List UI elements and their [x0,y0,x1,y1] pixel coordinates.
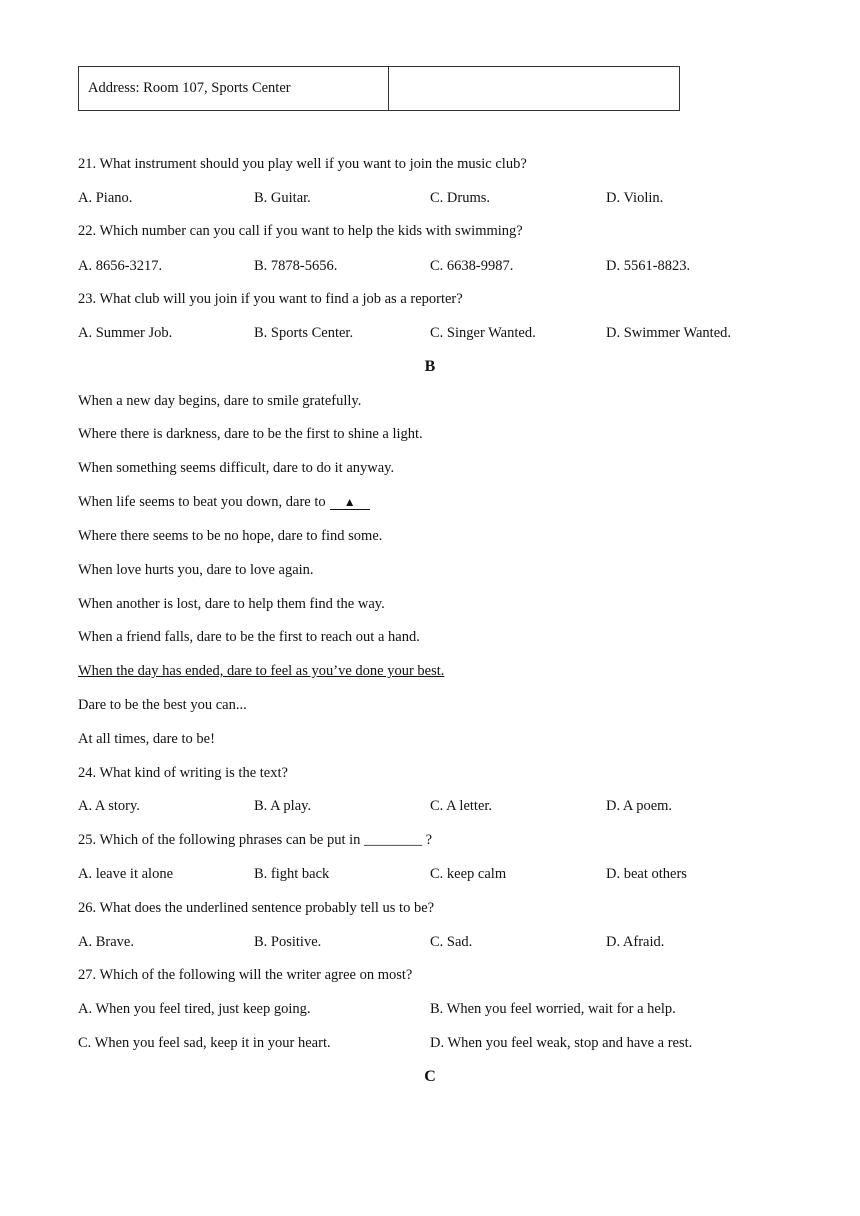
question-21: 21. What instrument should you play well if you want to join the music club? [78,156,527,172]
section-c-heading: C [424,1068,436,1085]
poem-line-9-underlined: When the day has ended, dare to feel as you’ve done your best. [78,663,445,679]
q27-option-d: D. When you feel weak, stop and have a rest. [430,1035,693,1051]
poem-line-8: When a friend falls, dare to be the first to reach out a hand. [78,629,420,645]
q23-option-c: C. Singer Wanted. [430,325,536,341]
poem-line-3: When something seems difficult, dare to do it anyway. [78,460,395,476]
poem-line-4-text: When life seems to beat you down, dare to [78,494,326,510]
q21-option-c: C. Drums. [430,190,491,206]
q25-option-d: D. beat others [606,866,687,882]
q23-option-a: A. Summer Job. [78,325,173,341]
q24-option-a: A. A story. [78,798,140,814]
section-b-heading: B [424,358,436,375]
q21-option-d: D. Violin. [606,190,664,206]
poem-line-6: When love hurts you, dare to love again. [78,562,314,578]
question-25: 25. Which of the following phrases can be put in ________ ? [78,832,433,848]
poem-line-5: Where there seems to be no hope, dare to find some. [78,528,383,544]
empty-cell [389,67,680,110]
question-27: 27. Which of the following will the writer agree on most? [78,967,413,983]
address-text: Address: Room 107, Sports Center [88,80,291,96]
q27-option-c: C. When you feel sad, keep it in your heart. [78,1035,331,1051]
q24-option-c: C. A letter. [430,798,493,814]
poem-line-7: When another is lost, dare to help them find the way. [78,596,385,612]
q24-option-b: B. A play. [254,798,312,814]
q21-option-b: B. Guitar. [254,190,311,206]
q23-option-b: B. Sports Center. [254,325,354,341]
q24-option-d: D. A poem. [606,798,673,814]
poem-line-10: Dare to be the best you can... [78,697,247,713]
q25-option-a: A. leave it alone [78,866,174,882]
q26-option-c: C. Sad. [430,934,473,950]
q25-option-b: B. fight back [254,866,330,882]
q23-option-d: D. Swimmer Wanted. [606,325,732,341]
q26-option-b: B. Positive. [254,934,322,950]
q25-option-c: C. keep calm [430,866,507,882]
question-24: 24. What kind of writing is the text? [78,765,288,781]
q22-option-c: C. 6638-9987. [430,258,514,274]
blank-marker: ▲ [330,495,370,510]
q27-option-a: A. When you feel tired, just keep going. [78,1001,311,1017]
question-22: 22. Which number can you call if you want to help the kids with swimming? [78,223,523,239]
address-table [78,66,680,111]
q22-option-b: B. 7878-5656. [254,258,338,274]
q22-option-d: D. 5561-8823. [606,258,691,274]
question-23: 23. What club will you join if you want to find a job as a reporter? [78,291,463,307]
poem-line-4 [78,493,370,511]
q26-option-d: D. Afraid. [606,934,665,950]
q22-option-a: A. 8656-3217. [78,258,163,274]
q26-option-a: A. Brave. [78,934,134,950]
q21-option-a: A. Piano. [78,190,133,206]
address-cell [79,67,389,110]
poem-line-2: Where there is darkness, dare to be the first to shine a light. [78,426,423,442]
poem-line-11: At all times, dare to be! [78,731,215,747]
q27-option-b: B. When you feel worried, wait for a help. [430,1001,676,1017]
poem-line-1: When a new day begins, dare to smile gratefully. [78,393,362,409]
question-26: 26. What does the underlined sentence probably tell us to be? [78,900,435,916]
